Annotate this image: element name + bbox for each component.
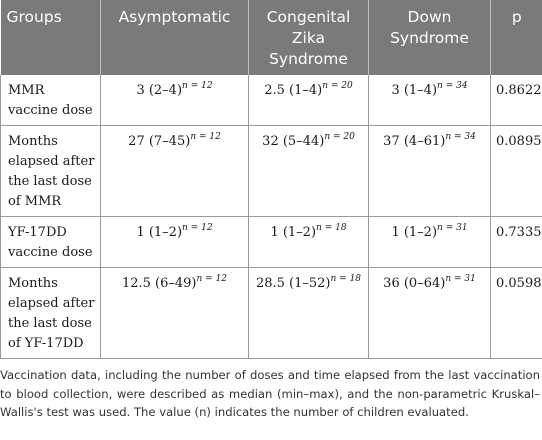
cell-value: 12.5 (6–49) xyxy=(121,276,197,291)
cell-p-value: 0.0598 xyxy=(491,268,542,359)
cell-congenital-zika xyxy=(249,126,369,217)
cell-value: 27 (7–45) xyxy=(128,134,191,149)
cell-p-value: 0.0895 xyxy=(491,126,542,217)
cell-n: n = 34 xyxy=(445,132,476,142)
cell-value: 1 (1–2) xyxy=(270,225,317,240)
table-row xyxy=(1,268,542,359)
header-groups: Groups xyxy=(1,0,101,75)
cell-asymptomatic xyxy=(101,217,249,268)
cell-p-value: 0.8622 xyxy=(491,75,542,126)
cell-n: n = 12 xyxy=(182,81,213,91)
cell-value: 36 (0–64) xyxy=(383,276,446,291)
cell-value: 28.5 (1–52) xyxy=(255,276,331,291)
cell-down-syndrome xyxy=(369,126,491,217)
cell-n: n = 20 xyxy=(324,132,355,142)
row-label: Months elapsed after the last dose of YF-17DD xyxy=(1,268,101,359)
cell-congenital-zika xyxy=(249,268,369,359)
table-row xyxy=(1,75,542,126)
cell-value: 3 (2–4) xyxy=(136,83,183,98)
cell-value: 1 (1–2) xyxy=(391,225,438,240)
table-body xyxy=(1,75,542,359)
cell-n: n = 12 xyxy=(182,223,213,233)
cell-n: n = 34 xyxy=(437,81,468,91)
cell-n: n = 12 xyxy=(190,132,221,142)
header-row xyxy=(1,0,542,75)
table-caption: Vaccination data, including the number of doses and time elapsed from the last vaccination to blood collection, were described as median (min–max), and the non-parametric Kruskal–Wallis's test was used. The value (n) indicates the number of children evaluated. xyxy=(0,368,540,419)
table-row xyxy=(1,126,542,217)
header-asymptomatic: Asymptomatic xyxy=(101,0,249,75)
table-header xyxy=(1,0,542,75)
header-congenital-zika: Congenital Zika Syndrome xyxy=(249,0,369,75)
cell-n: n = 20 xyxy=(322,81,353,91)
row-label: MMR vaccine dose xyxy=(1,75,101,126)
cell-asymptomatic xyxy=(101,126,249,217)
cell-congenital-zika xyxy=(249,75,369,126)
cell-n: n = 31 xyxy=(445,274,476,284)
cell-down-syndrome xyxy=(369,75,491,126)
cell-congenital-zika xyxy=(249,217,369,268)
cell-value: 1 (1–2) xyxy=(136,225,183,240)
cell-n: n = 18 xyxy=(330,274,362,284)
table-row xyxy=(1,217,542,268)
header-down-syndrome: Down Syndrome xyxy=(369,0,491,75)
cell-n: n = 12 xyxy=(196,274,228,284)
cell-asymptomatic xyxy=(101,268,249,359)
cell-value: 3 (1–4) xyxy=(391,83,438,98)
cell-p-value: 0.7335 xyxy=(491,217,542,268)
cell-n: n = 18 xyxy=(316,223,347,233)
row-label: Months elapsed after the last dose of MMR xyxy=(1,126,101,217)
cell-asymptomatic xyxy=(101,75,249,126)
row-label: YF-17DD vaccine dose xyxy=(1,217,101,268)
header-p: p xyxy=(491,0,542,75)
cell-value: 32 (5–44) xyxy=(262,134,325,149)
cell-value: 37 (4–61) xyxy=(383,134,446,149)
cell-down-syndrome xyxy=(369,268,491,359)
cell-n: n = 31 xyxy=(437,223,468,233)
cell-value: 2.5 (1–4) xyxy=(264,83,323,98)
cell-down-syndrome xyxy=(369,217,491,268)
